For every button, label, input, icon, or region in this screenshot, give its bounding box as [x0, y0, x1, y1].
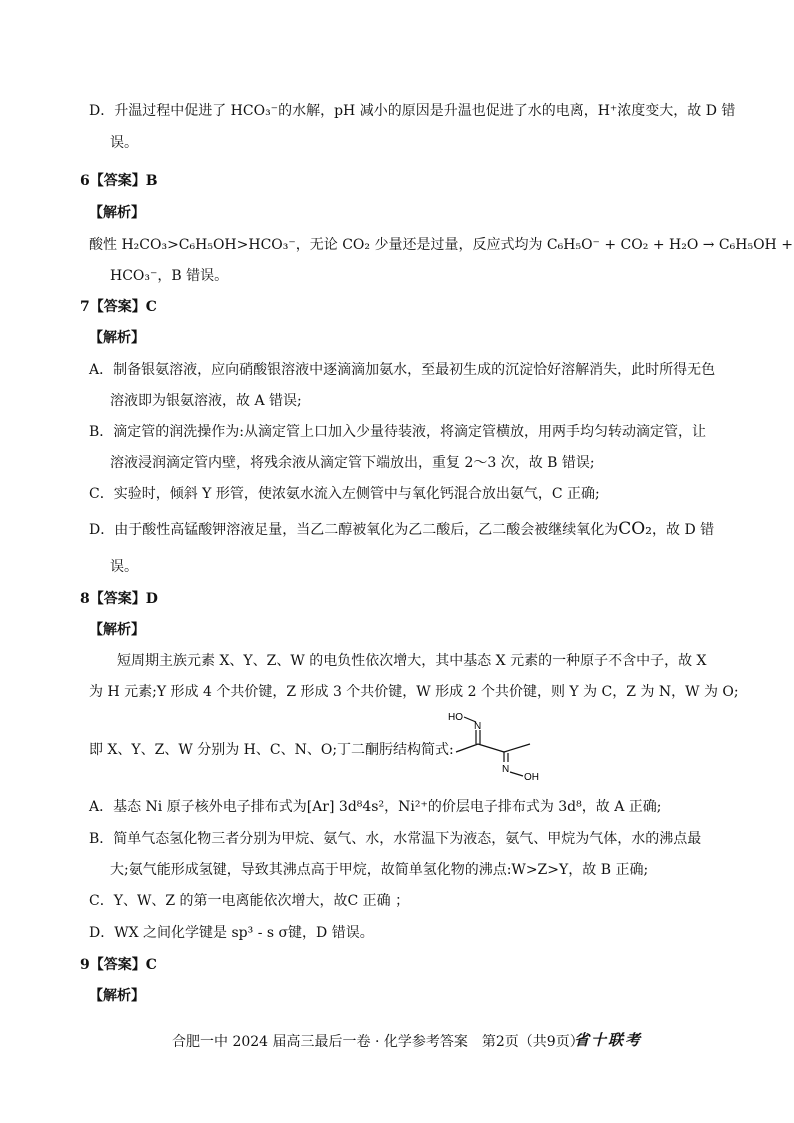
q8-analysis-para1: 短周期主族元素 X、Y、Z、W 的电负性依次增大，其中基态 X 元素的一种原子不含中子，故 X [117, 653, 707, 669]
q6-analysis-label: 【解析】 [89, 205, 145, 221]
q6-answer: 6【答案】B [80, 173, 158, 189]
q5-option-d-line1: D．升温过程中促进了 HCO₃⁻的水解，pH 减小的原因是升温也促进了水的电离，H⁺浓度变大，故 D 错 [89, 103, 736, 119]
q8-option-b-line2: 大;氨气能形成氢键，导致其沸点高于甲烷，故简单氢化物的沸点:W>Z>Y，故 B 正确; [110, 862, 649, 878]
q7-option-d-line2: 误。 [110, 559, 138, 575]
q7-analysis-label: 【解析】 [89, 330, 145, 346]
q8-analysis-para3: 即 X、Y、Z、W 分别为 H、C、N、O;丁二酮肟结构简式: [89, 742, 454, 758]
dimethylglyoxime-structure [448, 708, 588, 783]
q5-option-d-line2: 误。 [110, 135, 138, 151]
q7-option-c: C．实验时，倾斜 Y 形管，使浓氨水流入左侧管中与氧化钙混合放出氨气，C 正确; [89, 486, 600, 502]
q7-answer: 7【答案】C [80, 299, 157, 315]
q8-analysis-label: 【解析】 [89, 622, 145, 638]
q7-option-b-line1: B．滴定管的润洗操作为:从滴定管上口加入少量待装液，将滴定管横放，用两手均匀转动滴定管，让 [89, 424, 707, 440]
nitrogen-label-top: N [474, 721, 482, 732]
q7-option-b-line2: 溶液浸润滴定管内壁，将残余液从滴定管下端放出，重复 2～3 次，故 B 错误; [110, 455, 595, 471]
publisher-logo: 省十联考 [574, 1031, 643, 1049]
nitrogen-label-bottom: N [502, 764, 510, 775]
q8-analysis-para2: 为 H 元素;Y 形成 4 个共价键，Z 形成 3 个共价键，W 形成 2 个共价键，则 Y 为 C，Z 为 N，W 为 O; [89, 684, 739, 700]
q6-analysis-line2: HCO₃⁻，B 错误。 [110, 268, 229, 284]
q9-analysis-label: 【解析】 [89, 988, 145, 1004]
q7-option-d-tail: ，故 D 错 [652, 522, 715, 538]
q8-option-d: D．WX 之间化学键是 sp³ - s σ键，D 错误。 [89, 925, 374, 941]
co2-formula: CO₂ [618, 519, 652, 539]
q7-option-d-text: D．由于酸性高锰酸钾溶液足量，当乙二醇被氧化为乙二酸后，乙二酸会被继续氧化为 [89, 522, 619, 538]
q7-option-d-line1 [89, 519, 714, 540]
q8-answer: 8【答案】D [80, 591, 158, 607]
page-footer: 合肥一中 2024 届高三最后一卷 · 化学参考答案 第2页（共9页） [172, 1034, 584, 1050]
q8-option-a: A．基态 Ni 原子核外电子排布式为[Ar] 3d⁸4s²，Ni²⁺的价层电子排布式为 3d⁸，故 A 正确; [89, 799, 662, 815]
q9-answer: 9【答案】C [80, 957, 157, 973]
q7-option-a-line2: 溶液即为银氨溶液，故 A 错误; [110, 393, 302, 409]
q7-option-a-line1: A．制备银氨溶液，应向硝酸银溶液中逐滴滴加氨水，至最初生成的沉淀恰好溶解消失，此时所得无色 [89, 362, 716, 378]
q6-analysis-line1: 酸性 H₂CO₃>C₆H₅OH>HCO₃⁻，无论 CO₂ 少量还是过量，反应式均为 C₆H₅O⁻ + CO₂ + H₂O → C₆H₅OH + [89, 237, 793, 253]
q8-option-c: C．Y、W、Z 的第一电离能依次增大，故C 正确 ； [89, 893, 410, 909]
hydroxyl-label-bottom: OH [524, 772, 539, 783]
hydroxyl-label-top: HO [448, 712, 463, 723]
q8-option-b-line1: B．简单气态氢化物三者分别为甲烷、氨气、水，水常温下为液态，氨气、甲烷为气体，水的沸点最 [89, 831, 702, 847]
